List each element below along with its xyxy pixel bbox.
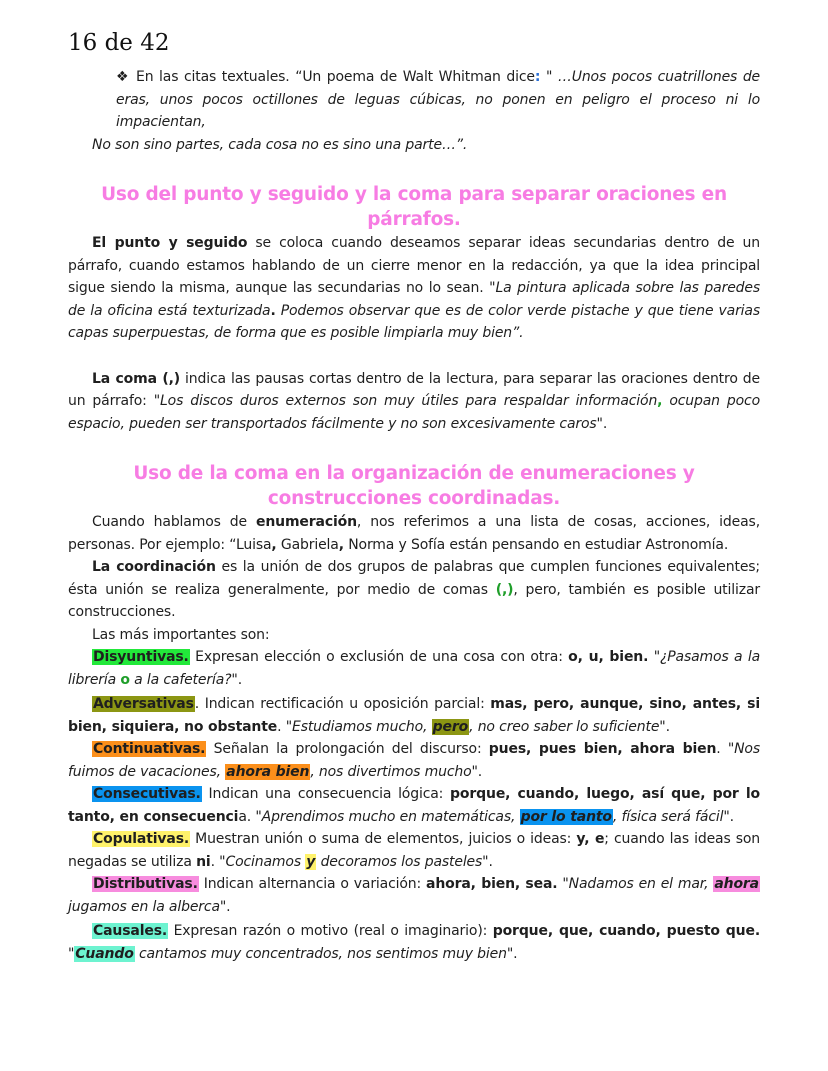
type-disyuntivas: Disyuntivas. Expresan elección o exclusión de una cosa con otra: o, u, bien. "¿Pasamos a la librería o a la cafetería?".: [68, 649, 760, 688]
page-number: 16 de 42: [68, 30, 170, 56]
type-continuativas: Continuativas. Señalan la prolongación del discurso: pues, pues bien, ahora bien. "Nos fuimos de vacaciones, ahora bien, nos divertimos mucho".: [68, 741, 760, 780]
page-content: [68, 66, 760, 965]
paragraph-punto-seguido: El punto y seguido se coloca cuando deseamos separar ideas secundarias dentro de un párrafo, cuando estamos hablando de un cierre menor en la redacción, ya que la idea principal sigue siendo la misma, aunque las secundarias no lo sean. "La pintura aplicada sobre las paredes de la oficina está texturizada. Podemos observar que es de color verde pistache y que tiene varias capas superpuestas, de forma que es posible limpiarla muy bien”.: [68, 235, 761, 341]
type-copulativas: Copulativas. Muestran unión o suma de elementos, juicios o ideas: y, e; cuando las ideas son negadas se utiliza ni. "Cocinamos y decoramos los pasteles".: [68, 831, 760, 870]
paragraph-coordinacion: La coordinación es la unión de dos grupos de palabras que cumplen funciones equivalentes; ésta unión se realiza generalmente, por medio de comas (,), pero, también es posible utilizar construcciones.: [68, 559, 760, 620]
label-continuativas: Continuativas.: [93, 741, 206, 757]
section-heading-punto-seguido: Uso del punto y seguido y la coma para separar oraciones en párrafos.: [101, 184, 727, 230]
label-disyuntivas: Disyuntivas.: [93, 649, 189, 665]
label-adversativas: Adversativas: [93, 696, 194, 712]
type-consecutivas: Consecutivas. Indican una consecuencia lógica: porque, cuando, luego, así que, por lo tanto, en consecuencia. "Aprendimos mucho en matemáticas, por lo tanto, física será fácil".: [68, 786, 760, 825]
diamond-bullet-icon: ❖: [116, 69, 129, 85]
section-heading-enumeraciones: Uso de la coma en la organización de enumeraciones y construcciones coordinadas.: [133, 463, 695, 509]
type-distributivas: Distributivas. Indican alternancia o variación: ahora, bien, sea. "Nadamos en el mar, ahora jugamos en la alberca".: [68, 876, 759, 915]
label-copulativas: Copulativas.: [93, 831, 190, 847]
bullet-paragraph: ❖ En las citas textuales. “Un poema de Walt Whitman dice: " …Unos pocos cuatrillones de eras, unos pocos octillones de leguas cúbicas, no ponen en peligro el proceso ni lo impacientan,: [116, 66, 760, 134]
label-causales: Causales.: [93, 923, 168, 939]
label-consecutivas: Consecutivas.: [93, 786, 201, 802]
paragraph-enumeracion: Cuando hablamos de enumeración, nos referimos a una lista de cosas, acciones, ideas, personas. Por ejemplo: “Luisa, Gabriela, Norma y Sofía están pensando en estudiar Astronomía.: [68, 514, 760, 553]
label-distributivas: Distributivas.: [93, 876, 198, 892]
paragraph-coma: La coma (,) indica las pausas cortas dentro de la lectura, para separar las oraciones dentro de un párrafo: "Los discos duros externos son muy útiles para respaldar información, ocupan poco espacio, pueden ser transportados fácilmente y no son excesivamente caros".: [68, 370, 760, 432]
type-causales: Causales. Expresan razón o motivo (real o imaginario): porque, que, cuando, puesto que. "Cuando cantamos muy concentrados, nos sentimos muy bien".: [68, 923, 760, 962]
type-adversativas: Adversativas. Indican rectificación u oposición parcial: mas, pero, aunque, sino, antes, si bien, siquiera, no obstante. "Estudiamos mucho, pero, no creo saber lo suficiente".: [68, 696, 760, 735]
paragraph-importantes: Las más importantes son:: [92, 626, 270, 643]
quote-line: No son sino partes, cada cosa no es sino una parte…”.: [92, 136, 468, 153]
